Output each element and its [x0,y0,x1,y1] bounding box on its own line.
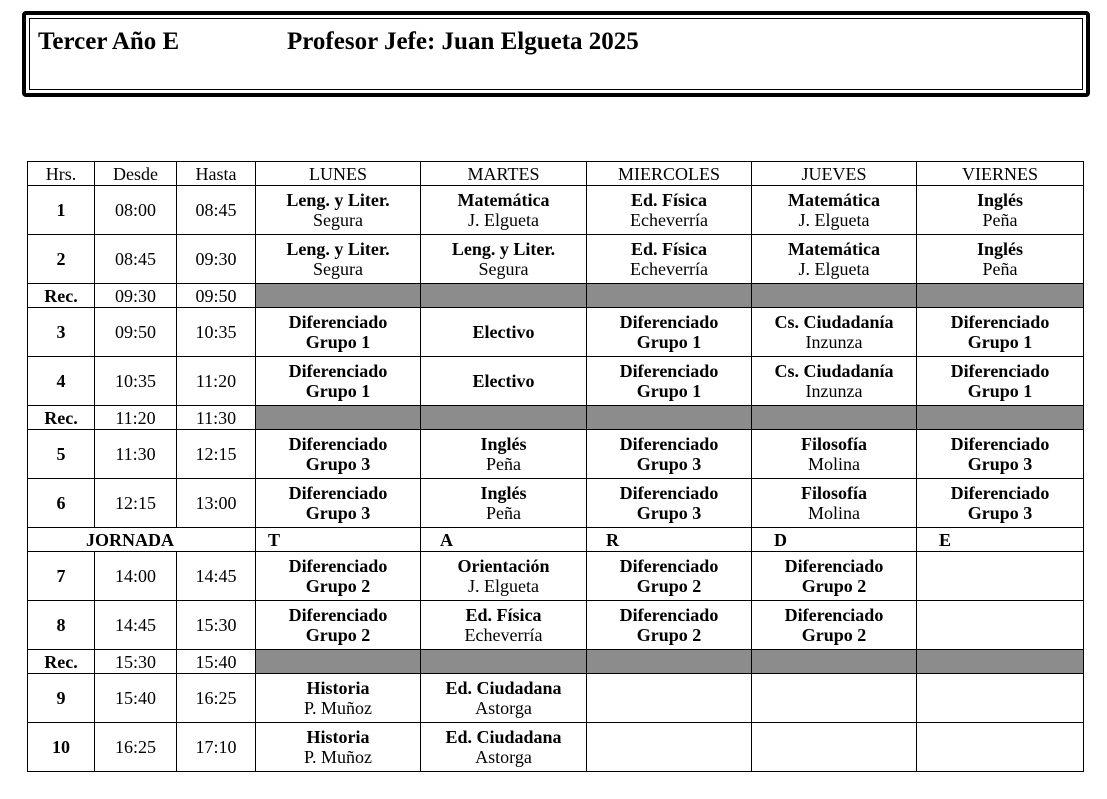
col-martes: MARTES [421,162,587,186]
class-cell-martes [421,235,587,284]
start-time: 11:20 [95,406,177,430]
class-cell-martes [421,186,587,235]
teacher-name: Peña [982,259,1018,279]
group-name: Grupo 2 [801,576,867,596]
group-name: Grupo 3 [305,503,371,523]
recess-cell-miercoles [587,650,752,674]
teacher-name: Echeverría [630,210,708,230]
teacher-name: P. Muñoz [303,747,372,767]
subject-name: Diferenciado [784,605,884,625]
end-time: 09:50 [177,284,256,308]
col-miercoles: MIERCOLES [587,162,752,186]
recess-cell-martes [421,650,587,674]
class-cell-miercoles [587,674,752,723]
subject-name: Orientación [457,556,550,576]
subject-name: Diferenciado [950,434,1050,454]
teacher-name: Inzunza [805,332,863,352]
schedule-table [27,161,1084,772]
teacher-name: Inzunza [805,381,863,401]
subject-name: Diferenciado [619,556,719,576]
jornada-letter: D [752,528,917,552]
class-cell-martes [421,357,587,406]
recess-cell-miercoles [587,406,752,430]
schedule-body [28,186,1084,772]
period-row [28,601,1084,650]
teacher-name: J. Elgueta [468,576,539,596]
period-number: Rec. [28,650,95,674]
group-name: Grupo 1 [305,381,371,401]
start-time: 10:35 [95,357,177,406]
class-cell-lunes [256,723,421,772]
group-name: Grupo 2 [801,625,867,645]
end-time: 15:30 [177,601,256,650]
header-inner-border [29,18,1083,90]
subject-name: Diferenciado [784,556,884,576]
recess-cell-martes [421,284,587,308]
teacher-name: Peña [982,210,1018,230]
jornada-letter: E [917,528,1084,552]
recess-cell-jueves [752,650,917,674]
period-number: Rec. [28,406,95,430]
class-cell-martes [421,552,587,601]
period-number: 8 [28,601,95,650]
class-cell-viernes [917,357,1084,406]
class-cell-jueves [752,235,917,284]
subject-name: Inglés [480,483,527,503]
subject-name: Diferenciado [619,312,719,332]
period-number: 3 [28,308,95,357]
subject-name: Cs. Ciudadanía [774,361,894,381]
group-name: Grupo 2 [305,625,371,645]
class-cell-lunes [256,479,421,528]
end-time: 09:30 [177,235,256,284]
start-time: 14:00 [95,552,177,601]
class-cell-miercoles [587,235,752,284]
class-cell-jueves [752,479,917,528]
subject-name: Diferenciado [619,605,719,625]
subject-name: Diferenciado [950,483,1050,503]
teacher-name: Molina [808,503,860,523]
start-time: 12:15 [95,479,177,528]
teacher-name: Peña [486,454,521,474]
class-cell-viernes [917,479,1084,528]
group-name: Grupo 2 [636,576,702,596]
class-cell-viernes [917,186,1084,235]
period-number: 6 [28,479,95,528]
period-number: 4 [28,357,95,406]
recess-cell-lunes [256,406,421,430]
end-time: 13:00 [177,479,256,528]
teacher-name: Astorga [475,698,532,718]
period-row [28,552,1084,601]
head-teacher: Profesor Jefe: Juan Elgueta 2025 [287,28,639,55]
period-row [28,674,1084,723]
teacher-name: J. Elgueta [798,259,870,279]
start-time: 14:45 [95,601,177,650]
class-cell-viernes [917,674,1084,723]
class-cell-miercoles [587,308,752,357]
class-cell-miercoles [587,357,752,406]
recess-row [28,284,1084,308]
class-cell-martes [421,601,587,650]
teacher-name: J. Elgueta [798,210,870,230]
subject-name: Matemática [788,239,880,259]
subject-name: Inglés [976,190,1023,210]
subject-name: Diferenciado [288,483,388,503]
period-row [28,357,1084,406]
period-row [28,308,1084,357]
recess-cell-martes [421,406,587,430]
subject-name: Diferenciado [288,312,388,332]
class-cell-lunes [256,552,421,601]
class-cell-viernes [917,430,1084,479]
teacher-name: J. Elgueta [468,210,539,230]
period-row [28,235,1084,284]
recess-cell-jueves [752,284,917,308]
class-cell-martes [421,430,587,479]
col-hasta: Hasta [177,162,256,186]
class-cell-jueves [752,601,917,650]
end-time: 11:30 [177,406,256,430]
group-name: Grupo 1 [305,332,371,352]
subject-name: Leng. y Liter. [451,239,556,259]
class-cell-viernes [917,723,1084,772]
subject-name: Diferenciado [288,361,388,381]
group-name: Grupo 1 [967,381,1033,401]
group-name: Grupo 3 [305,454,371,474]
subject-name: Diferenciado [619,361,719,381]
period-number: 7 [28,552,95,601]
recess-row [28,406,1084,430]
teacher-name: Segura [313,210,363,230]
end-time: 17:10 [177,723,256,772]
subject-name: Diferenciado [950,361,1050,381]
class-cell-viernes [917,308,1084,357]
class-cell-martes [421,308,587,357]
group-name: Grupo 2 [636,625,702,645]
end-time: 14:45 [177,552,256,601]
end-time: 16:25 [177,674,256,723]
end-time: 12:15 [177,430,256,479]
class-cell-miercoles [587,479,752,528]
class-cell-martes [421,479,587,528]
start-time: 15:40 [95,674,177,723]
subject-name: Electivo [472,322,535,342]
recess-cell-miercoles [587,284,752,308]
group-name: Grupo 1 [967,332,1033,352]
group-name: Grupo 3 [967,503,1033,523]
subject-name: Diferenciado [288,605,388,625]
class-cell-jueves [752,723,917,772]
column-header-row [28,162,1084,186]
start-time: 15:30 [95,650,177,674]
subject-name: Diferenciado [619,483,719,503]
period-row [28,723,1084,772]
subject-name: Matemática [457,190,550,210]
start-time: 16:25 [95,723,177,772]
period-row [28,479,1084,528]
subject-name: Historia [306,678,370,698]
col-hrs: Hrs. [28,162,95,186]
col-desde: Desde [95,162,177,186]
subject-name: Inglés [480,434,527,454]
subject-name: Electivo [472,371,535,391]
teacher-name: Segura [313,259,363,279]
start-time: 08:00 [95,186,177,235]
jornada-letter: T [256,528,421,552]
class-cell-viernes [917,235,1084,284]
group-name: Grupo 1 [636,381,702,401]
period-number: 1 [28,186,95,235]
subject-name: Leng. y Liter. [286,190,390,210]
period-number: 9 [28,674,95,723]
group-name: Grupo 3 [636,454,702,474]
class-cell-viernes [917,552,1084,601]
subject-name: Diferenciado [288,434,388,454]
recess-cell-viernes [917,650,1084,674]
jornada-row [28,528,1084,552]
teacher-name: Peña [486,503,521,523]
period-number: Rec. [28,284,95,308]
col-viernes: VIERNES [917,162,1084,186]
end-time: 15:40 [177,650,256,674]
subject-name: Filosofía [801,483,867,503]
class-cell-jueves [752,308,917,357]
subject-name: Ed. Ciudadana [445,727,562,747]
recess-cell-lunes [256,650,421,674]
end-time: 10:35 [177,308,256,357]
start-time: 08:45 [95,235,177,284]
recess-cell-lunes [256,284,421,308]
jornada-letter: A [421,528,587,552]
class-cell-jueves [752,674,917,723]
end-time: 11:20 [177,357,256,406]
subject-name: Inglés [976,239,1023,259]
group-name: Grupo 1 [636,332,702,352]
subject-name: Ed. Física [630,239,707,259]
class-cell-miercoles [587,186,752,235]
class-cell-viernes [917,601,1084,650]
class-cell-lunes [256,430,421,479]
jornada-letter: R [587,528,752,552]
subject-name: Ed. Física [630,190,707,210]
class-cell-miercoles [587,723,752,772]
col-jueves: JUEVES [752,162,917,186]
class-cell-jueves [752,186,917,235]
subject-name: Cs. Ciudadanía [774,312,894,332]
subject-name: Diferenciado [950,312,1050,332]
class-cell-martes [421,674,587,723]
end-time: 08:45 [177,186,256,235]
group-name: Grupo 3 [967,454,1033,474]
class-cell-lunes [256,674,421,723]
class-cell-lunes [256,235,421,284]
start-time: 09:30 [95,284,177,308]
recess-cell-jueves [752,406,917,430]
subject-name: Filosofía [801,434,867,454]
header-box [22,11,1090,97]
teacher-name: Segura [478,259,529,279]
recess-row [28,650,1084,674]
class-cell-lunes [256,308,421,357]
period-number: 10 [28,723,95,772]
subject-name: Ed. Física [465,605,542,625]
subject-name: Diferenciado [619,434,719,454]
class-cell-miercoles [587,601,752,650]
class-cell-martes [421,723,587,772]
subject-name: Diferenciado [288,556,388,576]
group-name: Grupo 3 [636,503,702,523]
subject-name: Ed. Ciudadana [445,678,562,698]
course-title: Tercer Año E [38,28,180,55]
class-cell-miercoles [587,552,752,601]
teacher-name: Molina [808,454,860,474]
class-cell-lunes [256,357,421,406]
start-time: 11:30 [95,430,177,479]
recess-cell-viernes [917,406,1084,430]
class-cell-lunes [256,601,421,650]
period-row [28,186,1084,235]
start-time: 09:50 [95,308,177,357]
class-cell-jueves [752,357,917,406]
class-cell-miercoles [587,430,752,479]
group-name: Grupo 2 [305,576,371,596]
class-cell-lunes [256,186,421,235]
period-row [28,430,1084,479]
class-cell-jueves [752,430,917,479]
period-number: 5 [28,430,95,479]
class-cell-jueves [752,552,917,601]
jornada-label: JORNADA [28,528,256,552]
col-lunes: LUNES [256,162,421,186]
subject-name: Matemática [788,190,880,210]
subject-name: Leng. y Liter. [286,239,390,259]
subject-name: Historia [306,727,370,747]
teacher-name: P. Muñoz [303,698,372,718]
period-number: 2 [28,235,95,284]
recess-cell-viernes [917,284,1084,308]
teacher-name: Echeverría [630,259,708,279]
teacher-name: Astorga [475,747,532,767]
teacher-name: Echeverría [464,625,543,645]
